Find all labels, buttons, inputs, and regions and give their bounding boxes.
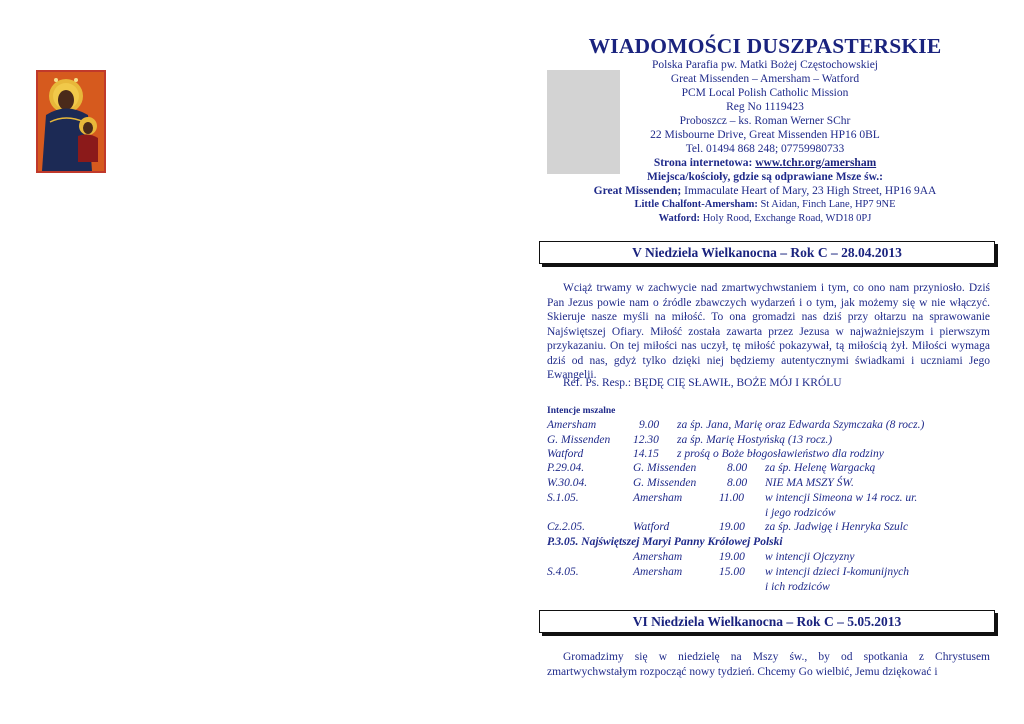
parish-name: Polska Parafia pw. Matki Bożej Częstochowskiej	[651, 59, 878, 71]
intention-row-2: G. Missenden 12.30 za śp. Marię Hostyńską (13 rocz.)	[547, 434, 833, 446]
intention-row-5: W.30.04. G. Missenden 8.00 NIE MA MSZY ŚW.	[547, 477, 854, 489]
intention-row-9-cont: i ich rodziców	[765, 581, 830, 593]
reg-number: Reg No 1119423	[726, 101, 804, 113]
feast-heading: P.3.05. Najświętszej Maryi Panny Królowej Polski	[547, 536, 783, 548]
section-heading-1: V Niedziela Wielkanocna – Rok C – 28.04.2013	[539, 241, 995, 264]
website-line	[540, 156, 990, 170]
intentions-label: Intencje mszalne	[547, 406, 616, 416]
newsletter-title: WIADOMOŚCI DUSZPASTERSKIE	[588, 34, 942, 58]
madonna-icon	[36, 70, 106, 173]
phone: Tel. 01494 868 248; 07759980733	[685, 143, 845, 155]
section-text-1: Wciąż trwamy w zachwycie nad zmartwychwstaniem i tym, co ono nam przyniosło. Dziś Pan Jezus powie nam o źródle zbawczych wydarzeń i o tym, jak możemy się w nie włączyć. Skieruje nasze myśli na miłość. To ona gromadzi nas dziś przy ołtarzu na sprawowanie Najświętszej Ofiary. Miłość została zawarta przez Jezusa w najważniejszym i pierwszym przykazaniu. On tej miłości nas uczył, tę miłość pokazywał, tą miłością żył. Miłości wymaga dziś od nas, gdyż tylko dzięki niej będziemy autentycznymi świadkami i uczniami Jego Ewangelii.	[547, 282, 990, 381]
psalm-response: Ref. Ps. Resp.: BĘDĘ CIĘ SŁAWIŁ, BOŻE MÓJ I KRÓLU	[563, 377, 842, 389]
intention-row-6-cont: i jego rodziców	[765, 507, 836, 519]
address: 22 Misbourne Drive, Great Missenden HP16 0BL	[650, 129, 880, 141]
place-great-missenden: Great Missenden; Immaculate Heart of Mary, 23 High Street, HP16 9AA	[593, 185, 937, 197]
intention-row-3: Watford 14.15 z prośą o Boże błogosławieństwo dla rodziny	[547, 448, 884, 460]
places-heading: Miejsca/kościoły, gdzie są odprawiane Msze św.:	[646, 171, 884, 183]
website-link[interactable]: www.tchr.org/amersham	[755, 157, 877, 169]
place-little-chalfont: Little Chalfont-Amersham: St Aidan, Finch Lane, HP7 9NE	[634, 199, 896, 210]
intention-row-4: P.29.04. G. Missenden 8.00 za śp. Helenę Wargacką	[547, 462, 876, 474]
intention-row-1: Amersham 9.00 za śp. Jana, Marię oraz Edwarda Szymczaka (8 rocz.)	[547, 419, 925, 431]
website-label: Strona internetowa:	[653, 157, 753, 169]
intention-row-6: S.1.05. Amersham 11.00 w intencji Simeona w 14 rocz. ur.	[547, 492, 918, 504]
place-watford: Watford: Holy Rood, Exchange Road, WD18 0PJ	[658, 213, 872, 224]
section-text-2: Gromadzimy się w niedzielę na Mszy św., by od spotkania z Chrystusem zmartwychwstałym rozpocząć nowy tydzień. Chcemy Go wielbić, Jemu dziękować i	[547, 651, 990, 678]
parish-priest: Proboszcz – ks. Roman Werner SChr	[679, 115, 851, 127]
intention-row-8: Amersham 19.00 w intencji Ojczyzny	[633, 551, 855, 563]
intention-row-7: Cz.2.05. Watford 19.00 za śp. Jadwigę i Henryka Szulc	[547, 521, 909, 533]
mission-name: PCM Local Polish Catholic Mission	[681, 87, 849, 99]
intention-row-9: S.4.05. Amersham 15.00 w intencji dzieci I-komunijnych	[547, 566, 910, 578]
parish-towns: Great Missenden – Amersham – Watford	[670, 73, 860, 85]
section-heading-2: VI Niedziela Wielkanocna – Rok C – 5.05.2013	[539, 610, 995, 633]
